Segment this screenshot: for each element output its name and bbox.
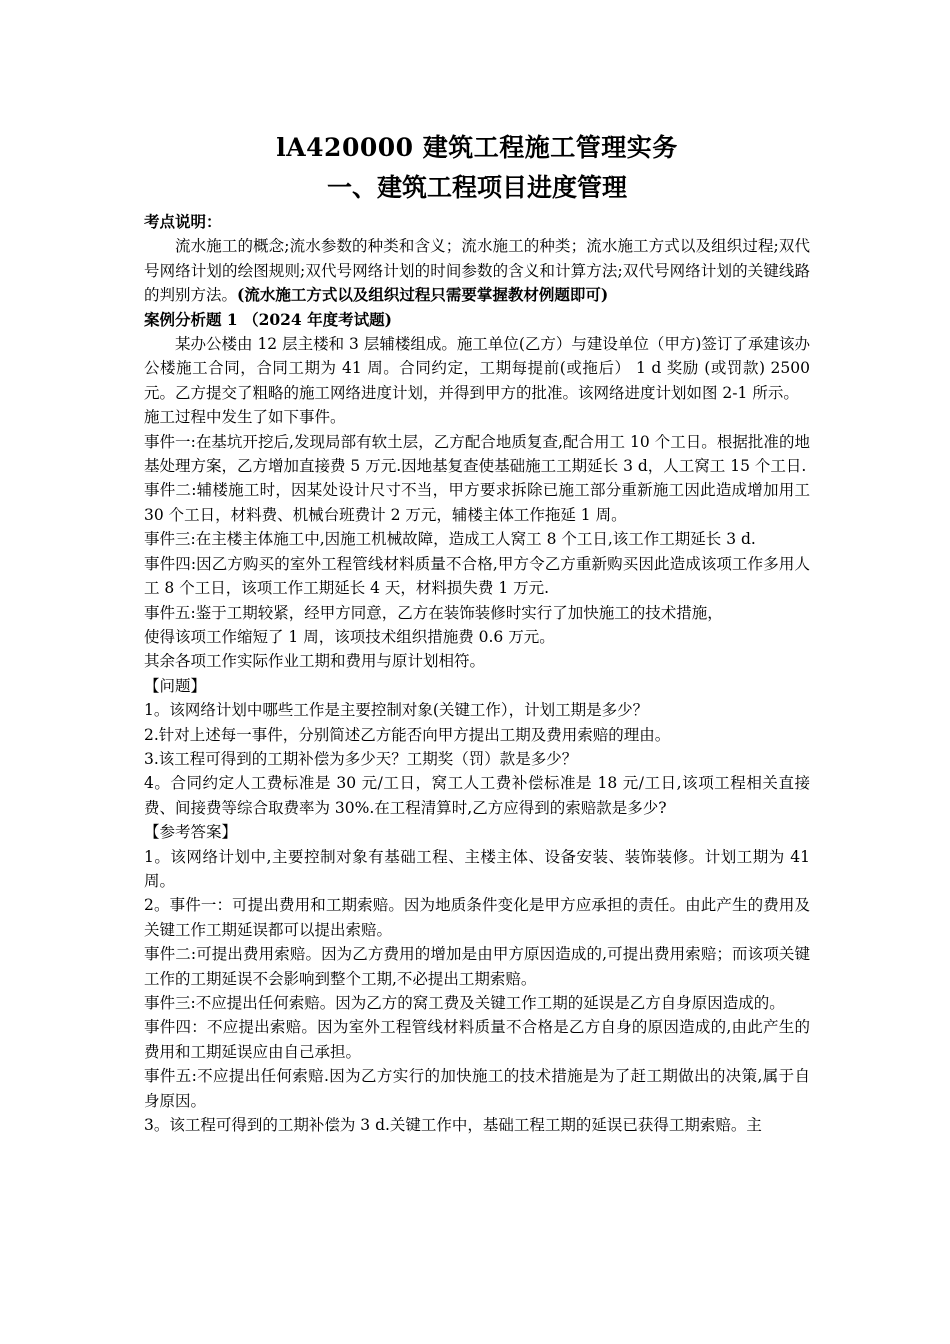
document-title: lA420000 建筑工程施工管理实务 <box>276 133 678 162</box>
kaodian-paragraph <box>144 234 810 307</box>
questions-heading: 【问题】 <box>144 676 207 695</box>
question-1: 1。该网络计划中哪些工作是主要控制对象(关键工作），计划工期是多少？ <box>144 701 649 720</box>
event-5-line-2: 使得该项工作缩短了 1 周，该项技术组织措施费 0.6 万元。 <box>144 627 555 646</box>
answer-2-event-5: 事件五:不应提出任何索赔.因为乙方实行的加快施工的技术措施是为了赶工期做出的决策,属于自身原因。 <box>144 1067 810 1110</box>
section-title: 一、建筑工程项目进度管理 <box>326 173 627 202</box>
question-3: 3.该工程可得到的工期补偿为多少天？工期奖（罚）款是多少？ <box>144 749 578 768</box>
answers-heading: 【参考答案】 <box>144 823 238 842</box>
document-body <box>144 128 810 1137</box>
answer-2: 2。事件一：可提出费用和工期索赔。因为地质条件变化是甲方应承担的责任。由此产生的费用及关键工作工期延误都可以提出索赔。 <box>144 896 810 939</box>
question-2: 2.针对上述每一事件，分别简述乙方能否向甲方提出工期及费用索赔的理由。 <box>144 725 671 744</box>
event-2: 事件二:辅楼施工时，因某处设计尺寸不当，甲方要求拆除已施工部分重新施工因此造成增加用工 30 个工日，材料费、机械台班费计 2 万元，辅楼主体工作拖延 1 周。 <box>144 481 810 524</box>
answer-2-event-2: 事件二:可提出费用索赔。因为乙方费用的增加是由甲方原因造成的,可提出费用索赔；而该项关键工作的工期延误不会影响到整个工期,不必提出工期索赔。 <box>144 945 810 988</box>
answer-2-event-4: 事件四：不应提出索赔。因为室外工程管线材料质量不合格是乙方自身的原因造成的,由此产生的费用和工期延误应由自己承担。 <box>144 1018 810 1061</box>
question-4: 4。合同约定人工费标准是 30 元/工日，窝工人工费补偿标准是 18 元/工日,该项工程相关直接费、间接费等综合取费率为 30%.在工程清算时,乙方应得到的索赔款是多少? <box>144 774 810 817</box>
rest-note: 其余各项工作实际作业工期和费用与原计划相符。 <box>144 652 486 671</box>
case-intro: 某办公楼由 12 层主楼和 3 层辅楼组成。施工单位(乙方）与建设单位（甲方)签订了承建该办公楼施工合同，合同工期为 41 周。合同约定，工期每提前(或拖后） 1 d 奖励 (或罚款) 2500 元。乙方提交了粗略的施工网络进度计划，并得到甲方的批准。该网络进度计划如图 2-1 所示。 <box>144 335 810 402</box>
event-3: 事件三:在主楼主体施工中,因施工机械故障，造成工人窝工 8 个工日,该工作工期延长 3 d. <box>144 530 756 549</box>
events-intro: 施工过程中发生了如下事件。 <box>144 408 346 427</box>
event-4: 事件四:因乙方购买的室外工程管线材料质量不合格,甲方令乙方重新购买因此造成该项工作多用人工 8 个工日，该项工作工期延长 4 天，材料损失费 1 万元. <box>144 554 810 598</box>
event-1: 事件一:在基坑开挖后,发现局部有软土层，乙方配合地质复查,配合用工 10 个工日。根据批准的地基处理方案，乙方增加直接费 5 万元.因地基复查使基础施工工期延长 3 d，人工窝工 15 个工日. <box>144 432 810 476</box>
event-5-line-1: 事件五:鉴于工期较紧，经甲方同意，乙方在装饰装修时实行了加快施工的技术措施， <box>144 603 723 622</box>
case-heading: 案例分析题 1 （2024 年度考试题) <box>144 309 392 329</box>
kaodian-note: (流水施工方式以及组织过程只需要掌握教材例题即可) <box>237 285 609 305</box>
kaodian-text: 流水施工的概念;流水参数的种类和含义；流水施工的种类；流水施工方式以及组织过程;双代号网络计划的绘图规则;双代号网络计划的时间参数的含义和计算方法;双代号网络计划的关键线路的判别方法。 <box>144 237 810 305</box>
kaodian-heading: 考点说明： <box>144 212 222 231</box>
answer-3: 3。该工程可得到的工期补偿为 3 d.关键工作中，基础工程工期的延误已获得工期索赔。主 <box>144 1116 762 1135</box>
answer-2-event-3: 事件三:不应提出任何索赔。因为乙方的窝工费及关键工作工期的延误是乙方自身原因造成的。 <box>144 994 785 1012</box>
answer-1: 1。该网络计划中,主要控制对象有基础工程、主楼主体、设备安装、装饰装修。计划工期为 41 周。 <box>144 847 810 890</box>
